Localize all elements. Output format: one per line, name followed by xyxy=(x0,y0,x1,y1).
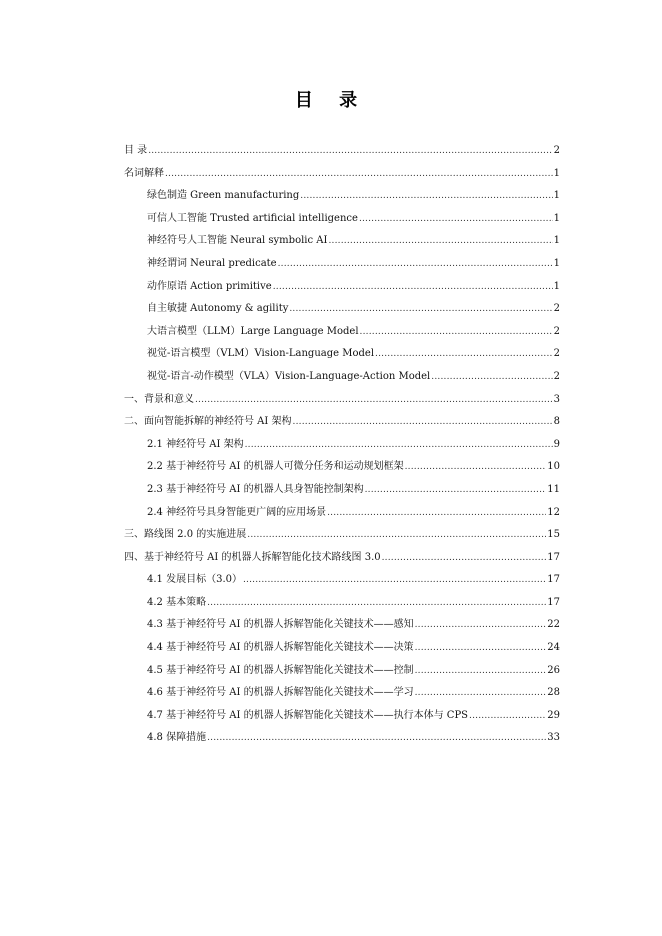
toc-entry-text: 4.5 基于神经符号 AI 的机器人拆解智能化关键技术——控制 xyxy=(147,664,414,676)
toc-entry-text: 视觉-语言模型（VLM）Vision-Language Model xyxy=(147,348,375,360)
toc-entry-4-8[interactable] xyxy=(147,727,560,750)
table-of-contents xyxy=(0,140,662,750)
toc-entry-text: 2.1 神经符号 AI 架构 xyxy=(147,438,244,450)
dot-leader xyxy=(247,524,546,547)
dot-leader xyxy=(415,682,547,705)
dot-leader xyxy=(431,366,552,389)
toc-entry-2-4[interactable] xyxy=(147,502,560,525)
toc-page-number: 17 xyxy=(547,551,560,563)
toc-page-number: 1 xyxy=(553,212,560,224)
toc-page-number: 17 xyxy=(547,574,560,586)
dot-leader xyxy=(375,343,553,366)
toc-entry-text: 三、路线图 2.0 的实施进展 xyxy=(124,529,247,541)
toc-page-number: 33 xyxy=(547,732,560,744)
toc-entry-text: 4.1 发展目标（3.0） xyxy=(147,574,242,586)
toc-entry-text: 2.3 基于神经符号 AI 的机器人具身智能控制架构 xyxy=(147,483,364,495)
toc-entry-text: 大语言模型（LLM）Large Language Model xyxy=(147,325,359,337)
dot-leader xyxy=(382,547,547,570)
toc-page-number: 3 xyxy=(553,393,560,405)
toc-entry-text: 神经符号人工智能 Neural symbolic AI xyxy=(147,235,328,247)
toc-page-number: 11 xyxy=(547,483,560,495)
dot-leader xyxy=(469,705,546,728)
toc-entry-background[interactable] xyxy=(124,389,560,412)
toc-entry-text: 4.8 保障措施 xyxy=(147,732,207,744)
toc-page-number: 1 xyxy=(553,190,560,202)
toc-entry-section-2[interactable] xyxy=(124,411,560,434)
toc-page-number: 26 xyxy=(547,664,560,676)
dot-leader xyxy=(273,276,553,299)
toc-entry-text: 2.4 神经符号具身智能更广阔的应用场景 xyxy=(147,506,327,518)
toc-entry-neural-symbolic-ai[interactable] xyxy=(147,230,560,253)
toc-page-number: 22 xyxy=(547,619,560,631)
toc-page-number: 15 xyxy=(547,529,560,541)
toc-entry-text: 4.2 基本策略 xyxy=(147,596,207,608)
dot-leader xyxy=(328,230,552,253)
toc-entry-text: 绿色制造 Green manufacturing xyxy=(147,190,300,202)
toc-entry-text: 4.3 基于神经符号 AI 的机器人拆解智能化关键技术——感知 xyxy=(147,619,414,631)
toc-entry-trusted-ai[interactable] xyxy=(147,208,560,231)
toc-entry-4-5[interactable] xyxy=(147,660,560,683)
toc-entry-4-2[interactable] xyxy=(147,592,560,615)
dot-leader xyxy=(415,660,547,683)
toc-entry-2-1[interactable] xyxy=(147,434,560,457)
toc-page-number: 29 xyxy=(547,709,560,721)
toc-entry-autonomy-agility[interactable] xyxy=(147,298,560,321)
toc-entry-neural-predicate[interactable] xyxy=(147,253,560,276)
toc-entry-text: 4.6 基于神经符号 AI 的机器人拆解智能化关键技术——学习 xyxy=(147,687,414,699)
dot-leader xyxy=(293,411,553,434)
toc-page-number: 2 xyxy=(553,325,560,337)
dot-leader xyxy=(405,456,547,479)
dot-leader xyxy=(195,389,553,412)
toc-entry-text: 一、背景和意义 xyxy=(124,393,194,405)
toc-entry-text: 可信人工智能 Trusted artificial intelligence xyxy=(147,212,358,224)
toc-page-number: 1 xyxy=(553,167,560,179)
toc-entry-4-1[interactable] xyxy=(147,569,560,592)
toc-entry-text: 目 录 xyxy=(124,145,148,156)
toc-entry-4-6[interactable] xyxy=(147,682,560,705)
toc-entry-text: 自主敏捷 Autonomy & agility xyxy=(147,303,289,315)
toc-entry-4-4[interactable] xyxy=(147,637,560,660)
toc-entry-4-3[interactable] xyxy=(147,614,560,637)
toc-page-number: 28 xyxy=(547,687,560,699)
toc-entry-text: 2.2 基于神经符号 AI 的机器人可微分任务和运动规划框架 xyxy=(147,461,404,473)
toc-page-number: 12 xyxy=(547,506,560,518)
dot-leader xyxy=(243,569,546,592)
toc-entry-action-primitive[interactable] xyxy=(147,276,560,299)
toc-page-number: 2 xyxy=(553,370,560,382)
toc-entry-text: 四、基于神经符号 AI 的机器人拆解智能化技术路线图 3.0 xyxy=(124,551,381,563)
toc-entry-text: 动作原语 Action primitive xyxy=(147,280,272,292)
dot-leader xyxy=(365,479,547,502)
toc-page-number: 17 xyxy=(547,596,560,608)
toc-entry-text: 名词解释 xyxy=(124,167,164,179)
toc-page-number: 9 xyxy=(553,438,560,450)
dot-leader xyxy=(360,321,553,344)
dot-leader xyxy=(207,592,546,615)
toc-page-number: 1 xyxy=(553,280,560,292)
dot-leader xyxy=(148,140,552,163)
dot-leader xyxy=(207,727,546,750)
dot-leader xyxy=(415,614,547,637)
toc-entry-text: 4.4 基于神经符号 AI 的机器人拆解智能化关键技术——决策 xyxy=(147,642,414,654)
toc-entry-vla[interactable] xyxy=(147,366,560,389)
toc-entry-vlm[interactable] xyxy=(147,343,560,366)
dot-leader xyxy=(359,208,553,231)
toc-entry-text: 二、面向智能拆解的神经符号 AI 架构 xyxy=(124,416,292,428)
toc-title: 目 录 xyxy=(294,90,368,111)
toc-entry-toc[interactable] xyxy=(124,140,560,163)
toc-entry-4-7[interactable] xyxy=(147,705,560,728)
dot-leader xyxy=(415,637,547,660)
toc-entry-2-2[interactable] xyxy=(147,456,560,479)
dot-leader xyxy=(245,434,553,457)
dot-leader xyxy=(278,253,553,276)
toc-page-number: 2 xyxy=(553,145,560,156)
toc-entry-llm[interactable] xyxy=(147,321,560,344)
toc-entry-green-manufacturing[interactable] xyxy=(147,185,560,208)
toc-entry-2-3[interactable] xyxy=(147,479,560,502)
dot-leader xyxy=(300,185,552,208)
toc-page-number: 2 xyxy=(553,348,560,360)
toc-entry-text: 4.7 基于神经符号 AI 的机器人拆解智能化关键技术——执行本体与 CPS xyxy=(147,709,469,721)
toc-page-number: 24 xyxy=(547,642,560,654)
toc-page-number: 1 xyxy=(553,257,560,269)
toc-entry-text: 神经谓词 Neural predicate xyxy=(147,257,277,269)
dot-leader xyxy=(165,163,553,186)
toc-entry-text: 视觉-语言-动作模型（VLA）Vision-Language-Action Model xyxy=(147,370,431,382)
toc-entry-section-3[interactable] xyxy=(124,524,560,547)
toc-entry-glossary[interactable] xyxy=(124,163,560,186)
toc-page-number: 8 xyxy=(553,416,560,428)
dot-leader xyxy=(327,502,546,525)
toc-page-number: 1 xyxy=(553,235,560,247)
toc-page-number: 10 xyxy=(547,461,560,473)
toc-page-number: 2 xyxy=(553,303,560,315)
toc-entry-section-4[interactable] xyxy=(124,547,560,570)
dot-leader xyxy=(289,298,552,321)
